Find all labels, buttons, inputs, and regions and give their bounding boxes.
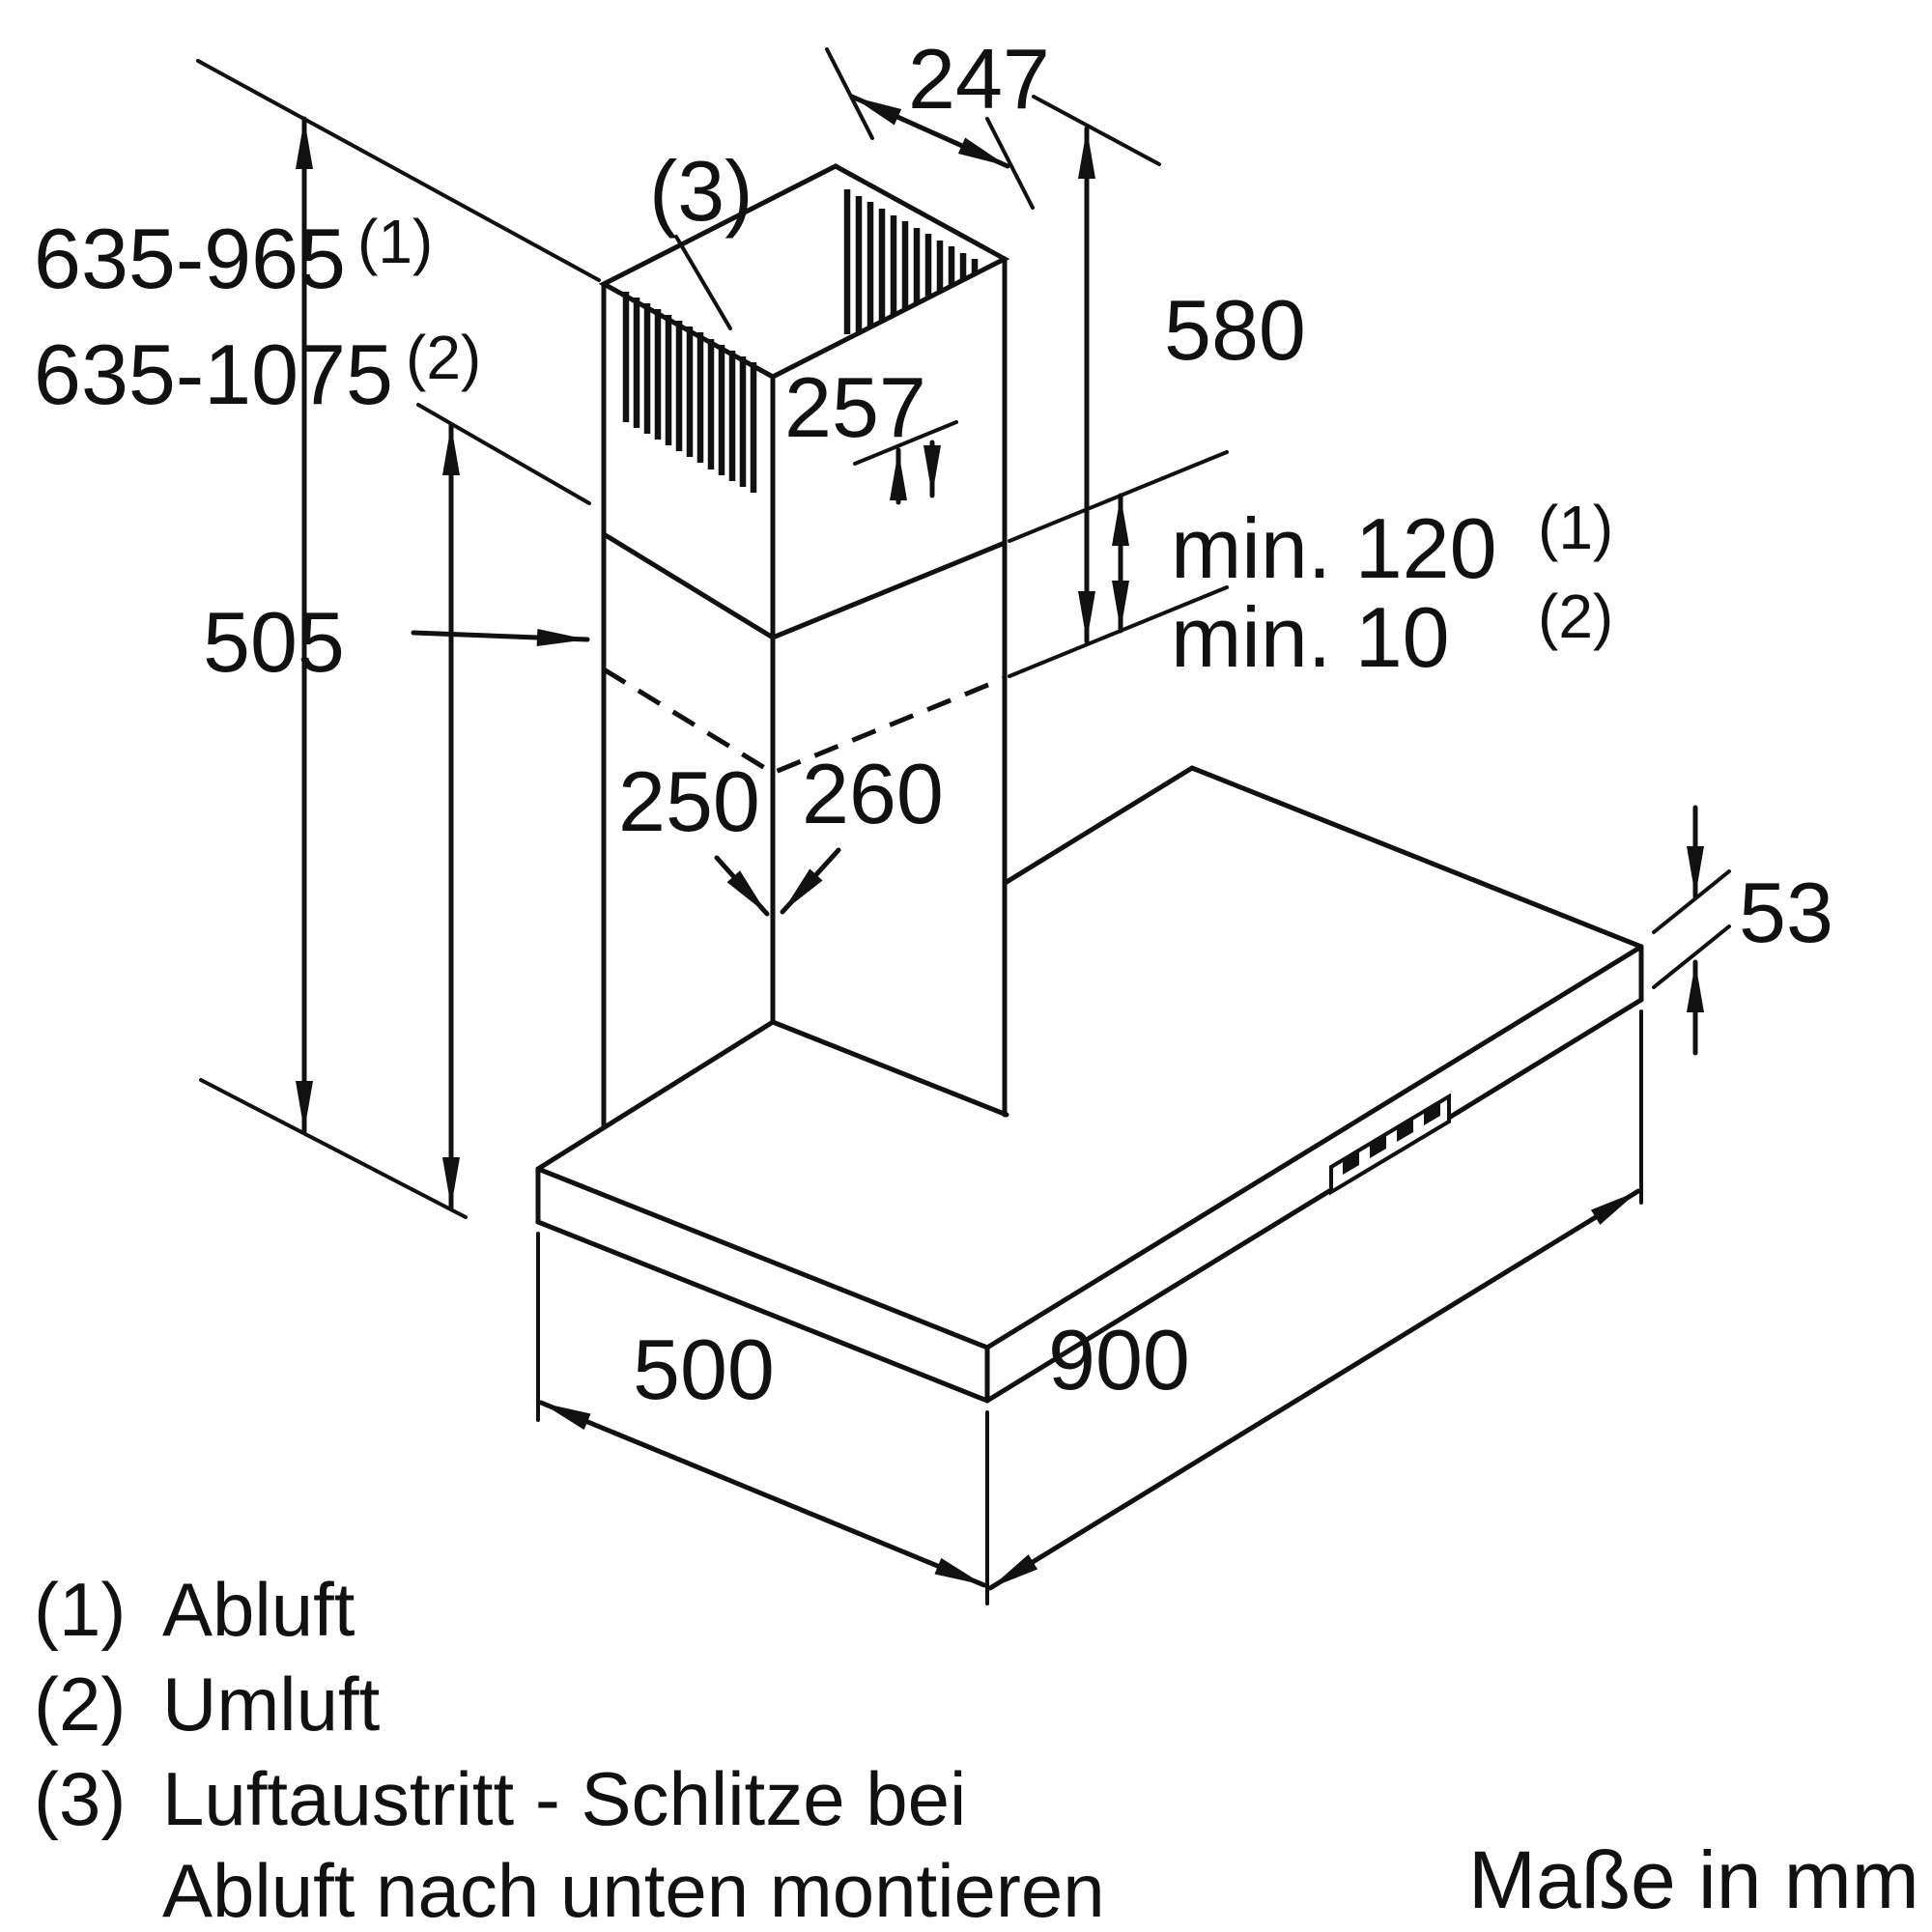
hood-top-back-right-edge — [1192, 768, 1641, 947]
legend-ref-1: (1) — [34, 1567, 127, 1652]
ref-total-height-duct: (1) — [357, 207, 434, 276]
callout-leader-3 — [676, 237, 730, 328]
label-body-width: 900 — [1048, 1312, 1190, 1407]
dimension-arrow-250 — [717, 858, 767, 914]
label-min-clearance-recirc: min. 10 — [1171, 589, 1450, 685]
chimney-lower-section — [604, 534, 1005, 773]
ref-total-height-recirc: (2) — [406, 323, 482, 392]
label-overlap-height: 257 — [784, 359, 926, 455]
legend-text-2: Umluft — [162, 1662, 381, 1747]
label-chimney-right-width: 260 — [802, 746, 944, 841]
legend-text-1: Abluft — [162, 1567, 355, 1652]
label-total-height-duct: 635-965 — [34, 211, 346, 306]
label-body-depth: 500 — [633, 1321, 775, 1417]
legend — [34, 1567, 1105, 1932]
label-top-width: 247 — [908, 31, 1050, 127]
ref-min-clearance-recirc: (2) — [1538, 582, 1614, 651]
chimney-base-right-edge — [773, 1022, 1007, 1115]
slit-field-left — [626, 292, 753, 493]
label-chimney-left-width: 250 — [618, 753, 760, 849]
legend-text-3: Luftaustritt - Schlitze bei — [162, 1756, 967, 1841]
label-body-height: 53 — [1739, 865, 1833, 960]
label-min-clearance-duct: min. 120 — [1171, 500, 1497, 596]
label-upper-duct-height: 580 — [1164, 282, 1306, 378]
dimension-line-500 — [541, 1403, 984, 1585]
hood-back-edge-to-chimney — [538, 1022, 773, 1169]
legend-ref-3: (3) — [34, 1756, 127, 1841]
control-panel — [1331, 1096, 1449, 1192]
callout-slits: (3) — [649, 143, 753, 239]
label-lower-duct-height: 505 — [203, 594, 345, 690]
chimney-junction-rim — [604, 534, 1005, 638]
dimension-lines — [304, 97, 1695, 1588]
chimney-upper-section — [604, 166, 1005, 1126]
legend-text-3b: Abluft nach unten montieren — [162, 1848, 1105, 1932]
dimension-arrow-260 — [782, 850, 838, 912]
hood-top-back-left-edge — [1007, 768, 1192, 882]
ref-min-clearance-duct: (1) — [1538, 493, 1614, 562]
legend-ref-2: (2) — [34, 1662, 127, 1747]
hood-body — [538, 768, 1641, 1401]
pointer-505 — [413, 633, 587, 639]
units-note: Maße in mm — [1468, 1834, 1919, 1925]
label-total-height-recirc: 635-1075 — [34, 327, 393, 422]
